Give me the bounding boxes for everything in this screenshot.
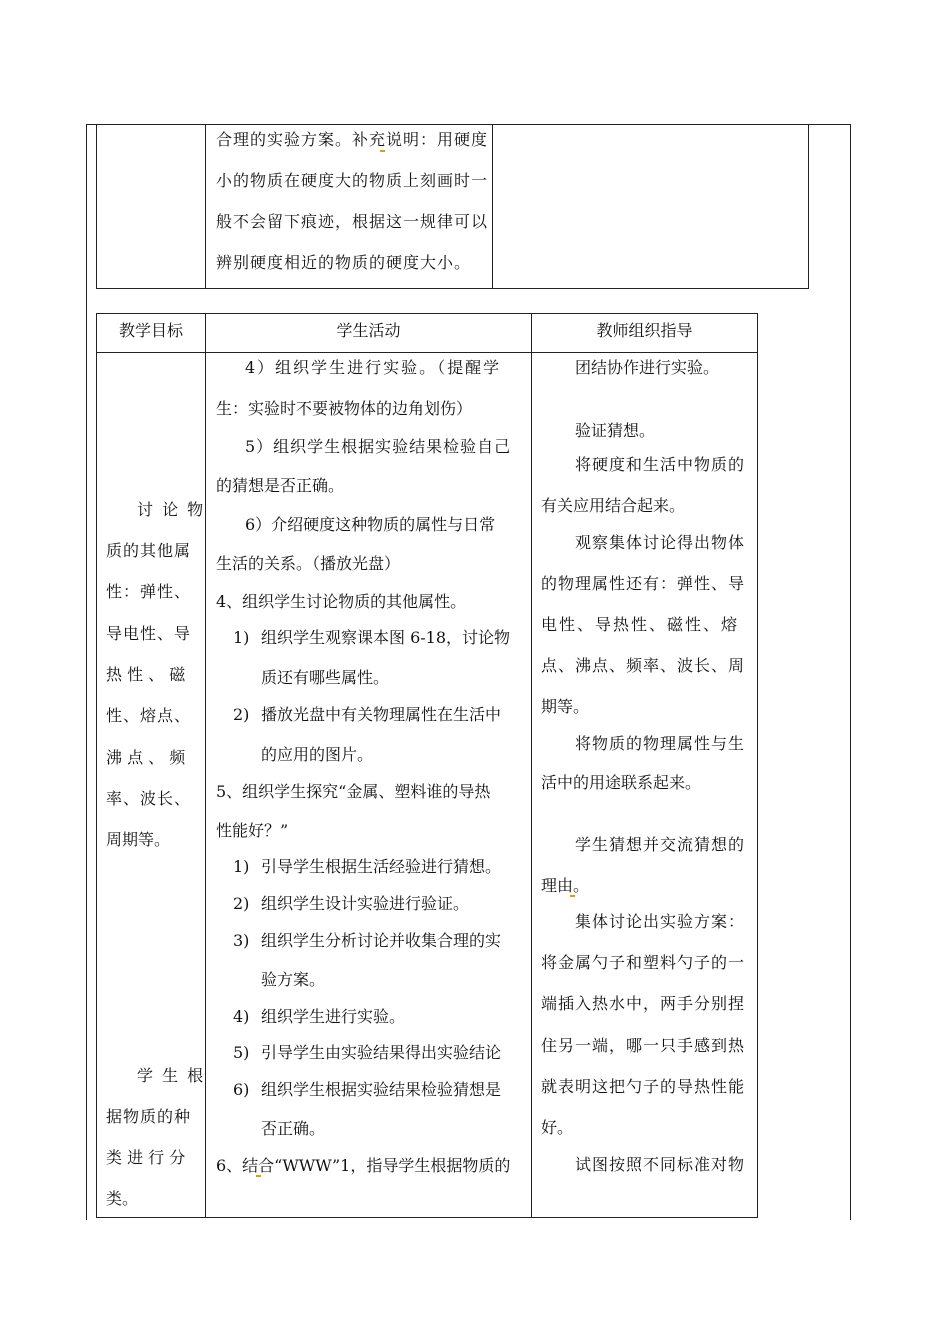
activity-line: 引导学生由实验结果得出实验结论 bbox=[261, 1043, 502, 1062]
activity-line: 性能好？” bbox=[216, 821, 289, 840]
top-table-divider-1 bbox=[205, 124, 206, 289]
header-student-activity: 学生活动 bbox=[336, 321, 401, 340]
main-table-top-border bbox=[96, 313, 758, 314]
activity-number: 6) bbox=[233, 1080, 250, 1099]
guidance-line: 观察集体讨论得出物体 bbox=[575, 533, 746, 552]
activity-line: 组织学生观察课本图 6-18，讨论物 bbox=[261, 628, 511, 647]
outer-border-right bbox=[850, 124, 851, 1220]
activity-line: 组织学生进行实验。 bbox=[261, 1007, 406, 1026]
guidance-line: 就表明这把勺子的导热性能 bbox=[541, 1077, 746, 1096]
goal-line: 类。 bbox=[106, 1189, 139, 1208]
goal-line: 学 生 根 bbox=[137, 1066, 206, 1085]
guidance-line: 点、沸点、频率、波长、周 bbox=[541, 656, 746, 675]
guidance-line: 试图按照不同标准对物 bbox=[575, 1155, 746, 1174]
top-table-divider-2 bbox=[492, 124, 493, 289]
guidance-line: 活中的用途联系起来。 bbox=[541, 773, 702, 792]
guidance-line: 理由。 bbox=[541, 876, 590, 895]
goal-line: 沸 点 、 频 bbox=[106, 748, 186, 767]
goal-line: 率、波长、 bbox=[106, 789, 192, 808]
guidance-line: 期等。 bbox=[541, 697, 590, 716]
top-table-left-border bbox=[96, 124, 97, 289]
guidance-line: 将金属勺子和塑料勺子的一 bbox=[541, 953, 746, 972]
goal-line: 据物质的种 bbox=[106, 1107, 192, 1126]
activity-line: 4）组织学生进行实验。（提醒学 bbox=[245, 358, 502, 377]
guidance-line: 端插入热水中，两手分别捏 bbox=[541, 994, 746, 1013]
goal-line: 热 性 、 磁 bbox=[106, 665, 186, 684]
guidance-line: 验证猜想。 bbox=[575, 421, 656, 440]
guidance-line: 住另一端，哪一只手感到热 bbox=[541, 1036, 746, 1055]
activity-line: 6、结合“WWW”1，指导学生根据物质的 bbox=[216, 1156, 511, 1175]
main-table-col-divider-2 bbox=[531, 313, 532, 1218]
activity-line: 生：实验时不要被物体的边角划伤） bbox=[216, 399, 473, 418]
goal-line: 性：弹性、 bbox=[106, 582, 192, 601]
header-teaching-goal: 教学目标 bbox=[118, 321, 183, 340]
top-cell-line: 合理的实验方案。补充说明：用硬度 bbox=[216, 130, 489, 149]
top-table-top-border bbox=[86, 124, 851, 125]
activity-line: 5、组织学生探究“金属、塑料谁的导热 bbox=[216, 782, 491, 801]
main-table-right-border bbox=[757, 313, 758, 1218]
top-table-right-border bbox=[808, 124, 809, 289]
activity-line: 5）组织学生根据实验结果检验自己 bbox=[245, 437, 512, 456]
guidance-line: 有关应用结合起来。 bbox=[541, 496, 686, 515]
activity-line: 6）介绍硬度这种物质的属性与日常 bbox=[245, 515, 496, 534]
activity-number: 3) bbox=[233, 931, 250, 950]
top-cell-line: 辨别硬度相近的物质的硬度大小。 bbox=[216, 253, 472, 272]
goal-line: 讨 论 物 bbox=[137, 500, 206, 519]
activity-line: 4、组织学生讨论物质的其他属性。 bbox=[216, 592, 467, 611]
activity-line: 的应用的图片。 bbox=[261, 745, 374, 764]
activity-line: 组织学生设计实验进行验证。 bbox=[261, 894, 470, 913]
activity-number: 2) bbox=[233, 705, 250, 724]
guidance-line: 团结协作进行实验。 bbox=[575, 358, 720, 377]
header-teacher-guidance: 教师组织指导 bbox=[596, 321, 693, 340]
activity-number: 1) bbox=[233, 857, 250, 876]
guidance-line: 将物质的物理属性与生 bbox=[575, 734, 746, 753]
activity-line: 生活的关系。（播放光盘） bbox=[216, 554, 401, 573]
activity-line: 的猜想是否正确。 bbox=[216, 476, 345, 495]
activity-line: 组织学生分析讨论并收集合理的实 bbox=[261, 931, 502, 950]
main-table-bottom-border bbox=[96, 1217, 758, 1218]
top-cell-line: 般不会留下痕迹，根据这一规律可以 bbox=[216, 212, 489, 231]
activity-line: 质还有哪些属性。 bbox=[261, 668, 390, 687]
goal-line: 性、熔点、 bbox=[106, 706, 192, 725]
revision-mark bbox=[570, 895, 575, 897]
activity-line: 播放光盘中有关物理属性在生活中 bbox=[261, 705, 502, 724]
activity-number: 1) bbox=[233, 628, 250, 647]
goal-line: 导电性、导 bbox=[106, 624, 192, 643]
top-cell-line: 小的物质在硬度大的物质上刻画时一 bbox=[216, 171, 489, 190]
top-table-bottom-border bbox=[96, 288, 809, 289]
activity-line: 验方案。 bbox=[261, 970, 326, 989]
guidance-line: 好。 bbox=[541, 1118, 574, 1137]
guidance-line: 的物理属性还有：弹性、导 bbox=[541, 574, 746, 593]
activity-line: 否正确。 bbox=[261, 1119, 326, 1138]
activity-line: 组织学生根据实验结果检验猜想是 bbox=[261, 1080, 502, 1099]
revision-mark bbox=[256, 1175, 261, 1177]
activity-number: 2) bbox=[233, 894, 250, 913]
revision-mark bbox=[380, 150, 385, 152]
outer-border-left bbox=[86, 124, 87, 1220]
guidance-line: 学生猜想并交流猜想的 bbox=[575, 835, 746, 854]
main-table-header-divider bbox=[96, 352, 758, 353]
goal-line: 质的其他属 bbox=[106, 541, 192, 560]
main-table-left-border bbox=[96, 313, 97, 1218]
goal-line: 类 进 行 分 bbox=[106, 1148, 186, 1167]
guidance-line: 集体讨论出实验方案： bbox=[575, 912, 746, 931]
guidance-line: 电性、导热性、磁性、熔 bbox=[541, 615, 740, 634]
activity-line: 引导学生根据生活经验进行猜想。 bbox=[261, 857, 502, 876]
goal-line: 周期等。 bbox=[106, 830, 171, 849]
guidance-line: 将硬度和生活中物质的 bbox=[575, 455, 746, 474]
activity-number: 4) bbox=[233, 1007, 250, 1026]
activity-number: 5) bbox=[233, 1043, 250, 1062]
